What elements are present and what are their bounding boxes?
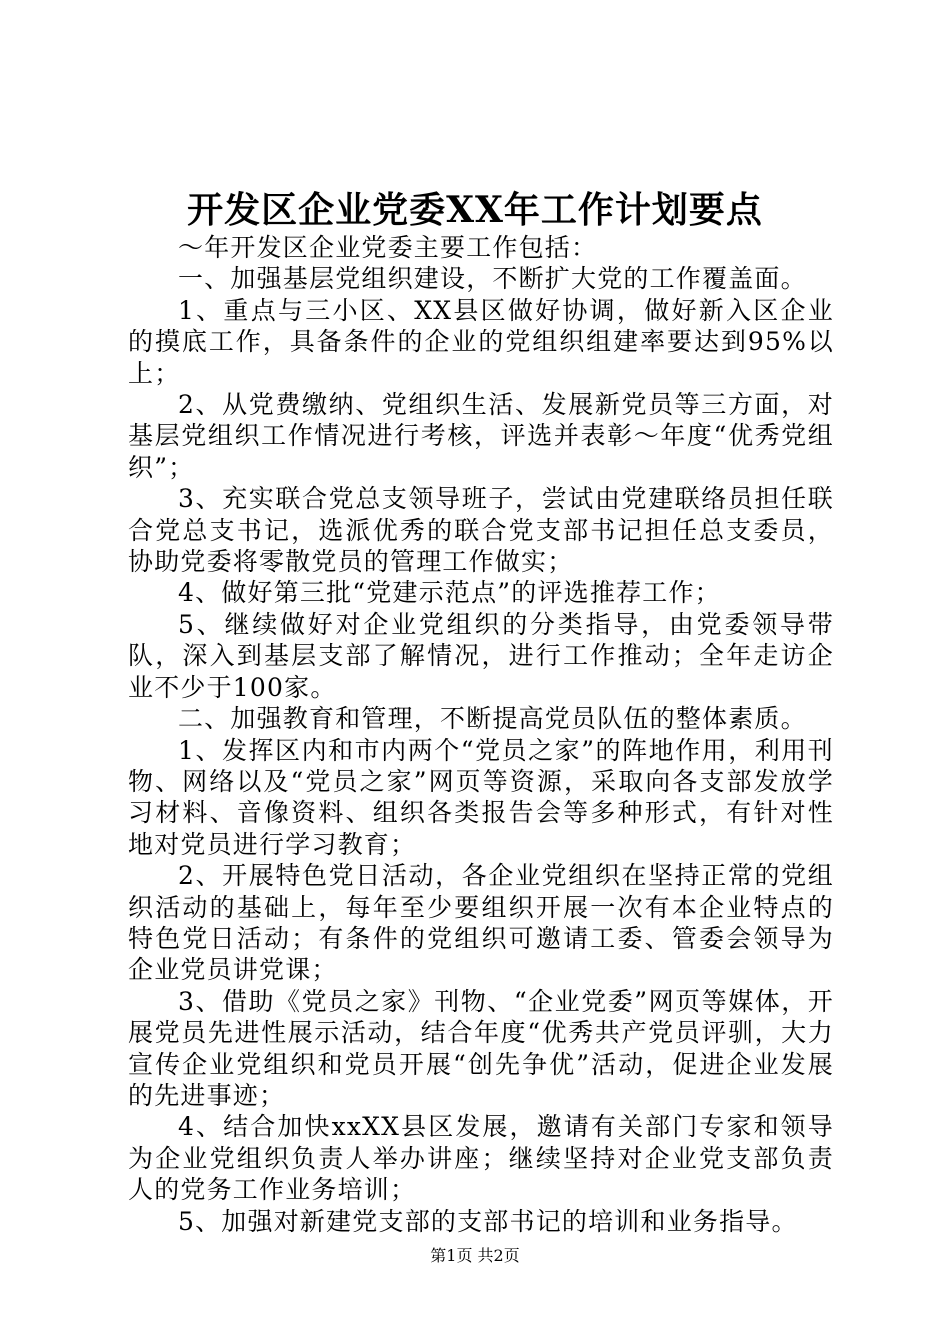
document-title: 开发区企业党委XX年工作计划要点 bbox=[187, 189, 763, 231]
list-item: 3、充实联合党总支领导班子，尝试由党建联络员担任联合党总支书记，选派优秀的联合党支部书记担任总支委员，协助党委将零散党员的管理工作做实； bbox=[128, 484, 834, 577]
list-item: 1、发挥区内和市内两个“党员之家”的阵地作用，利用刊物、网络以及“党员之家”网页等资源，采取向各支部发放学习材料、音像资料、组织各类报告会等多种形式，有针对性地对党员进行学习教育； bbox=[128, 735, 834, 859]
section-heading-1: 一、加强基层党组织建设，不断扩大党的工作覆盖面。 bbox=[178, 264, 807, 294]
list-item: 5、继续做好对企业党组织的分类指导，由党委领导带队，深入到基层支部了解情况，进行工作推动；全年走访企业不少于100家。 bbox=[128, 609, 834, 702]
section-heading-2: 二、加强教育和管理，不断提高党员队伍的整体素质。 bbox=[178, 704, 807, 734]
document-body bbox=[128, 232, 834, 1237]
page-footer: 第1页 共2页 bbox=[430, 1246, 520, 1265]
list-item: 2、从党费缴纳、党组织生活、发展新党员等三方面，对基层党组织工作情况进行考核，评选并表彰～年度“优秀党组织”； bbox=[128, 390, 834, 482]
list-item: 3、借助《党员之家》刊物、“企业党委”网页等媒体，开展党员先进性展示活动，结合年度“优秀共产党员评驯，大力宣传企业党组织和党员开展“创先争优”活动，促进企业发展的先进事迹； bbox=[128, 986, 834, 1110]
list-item: 4、做好第三批“党建示范点”的评选推荐工作； bbox=[178, 578, 721, 608]
list-item: 1、重点与三小区、XX县区做好协调，做好新入区企业的摸底工作，具备条件的企业的党组织组建率要达到95%以上； bbox=[128, 295, 834, 388]
list-item: 2、开展特色党日活动，各企业党组织在坚持正常的党组织活动的基础上，每年至少要组织开展一次有本企业特点的特色党日活动；有条件的党组织可邀请工委、管委会领导为企业党员讲党课； bbox=[128, 861, 834, 985]
list-item: 4、结合加快xxXX县区发展，邀请有关部门专家和领导为企业党组织负责人举办讲座；继续坚持对企业党支部负责人的党务工作业务培训； bbox=[128, 1112, 834, 1205]
list-item: 5、加强对新建党支部的支部书记的培训和业务指导。 bbox=[178, 1206, 798, 1236]
paragraph-intro: ～年开发区企业党委主要工作包括： bbox=[178, 233, 598, 262]
